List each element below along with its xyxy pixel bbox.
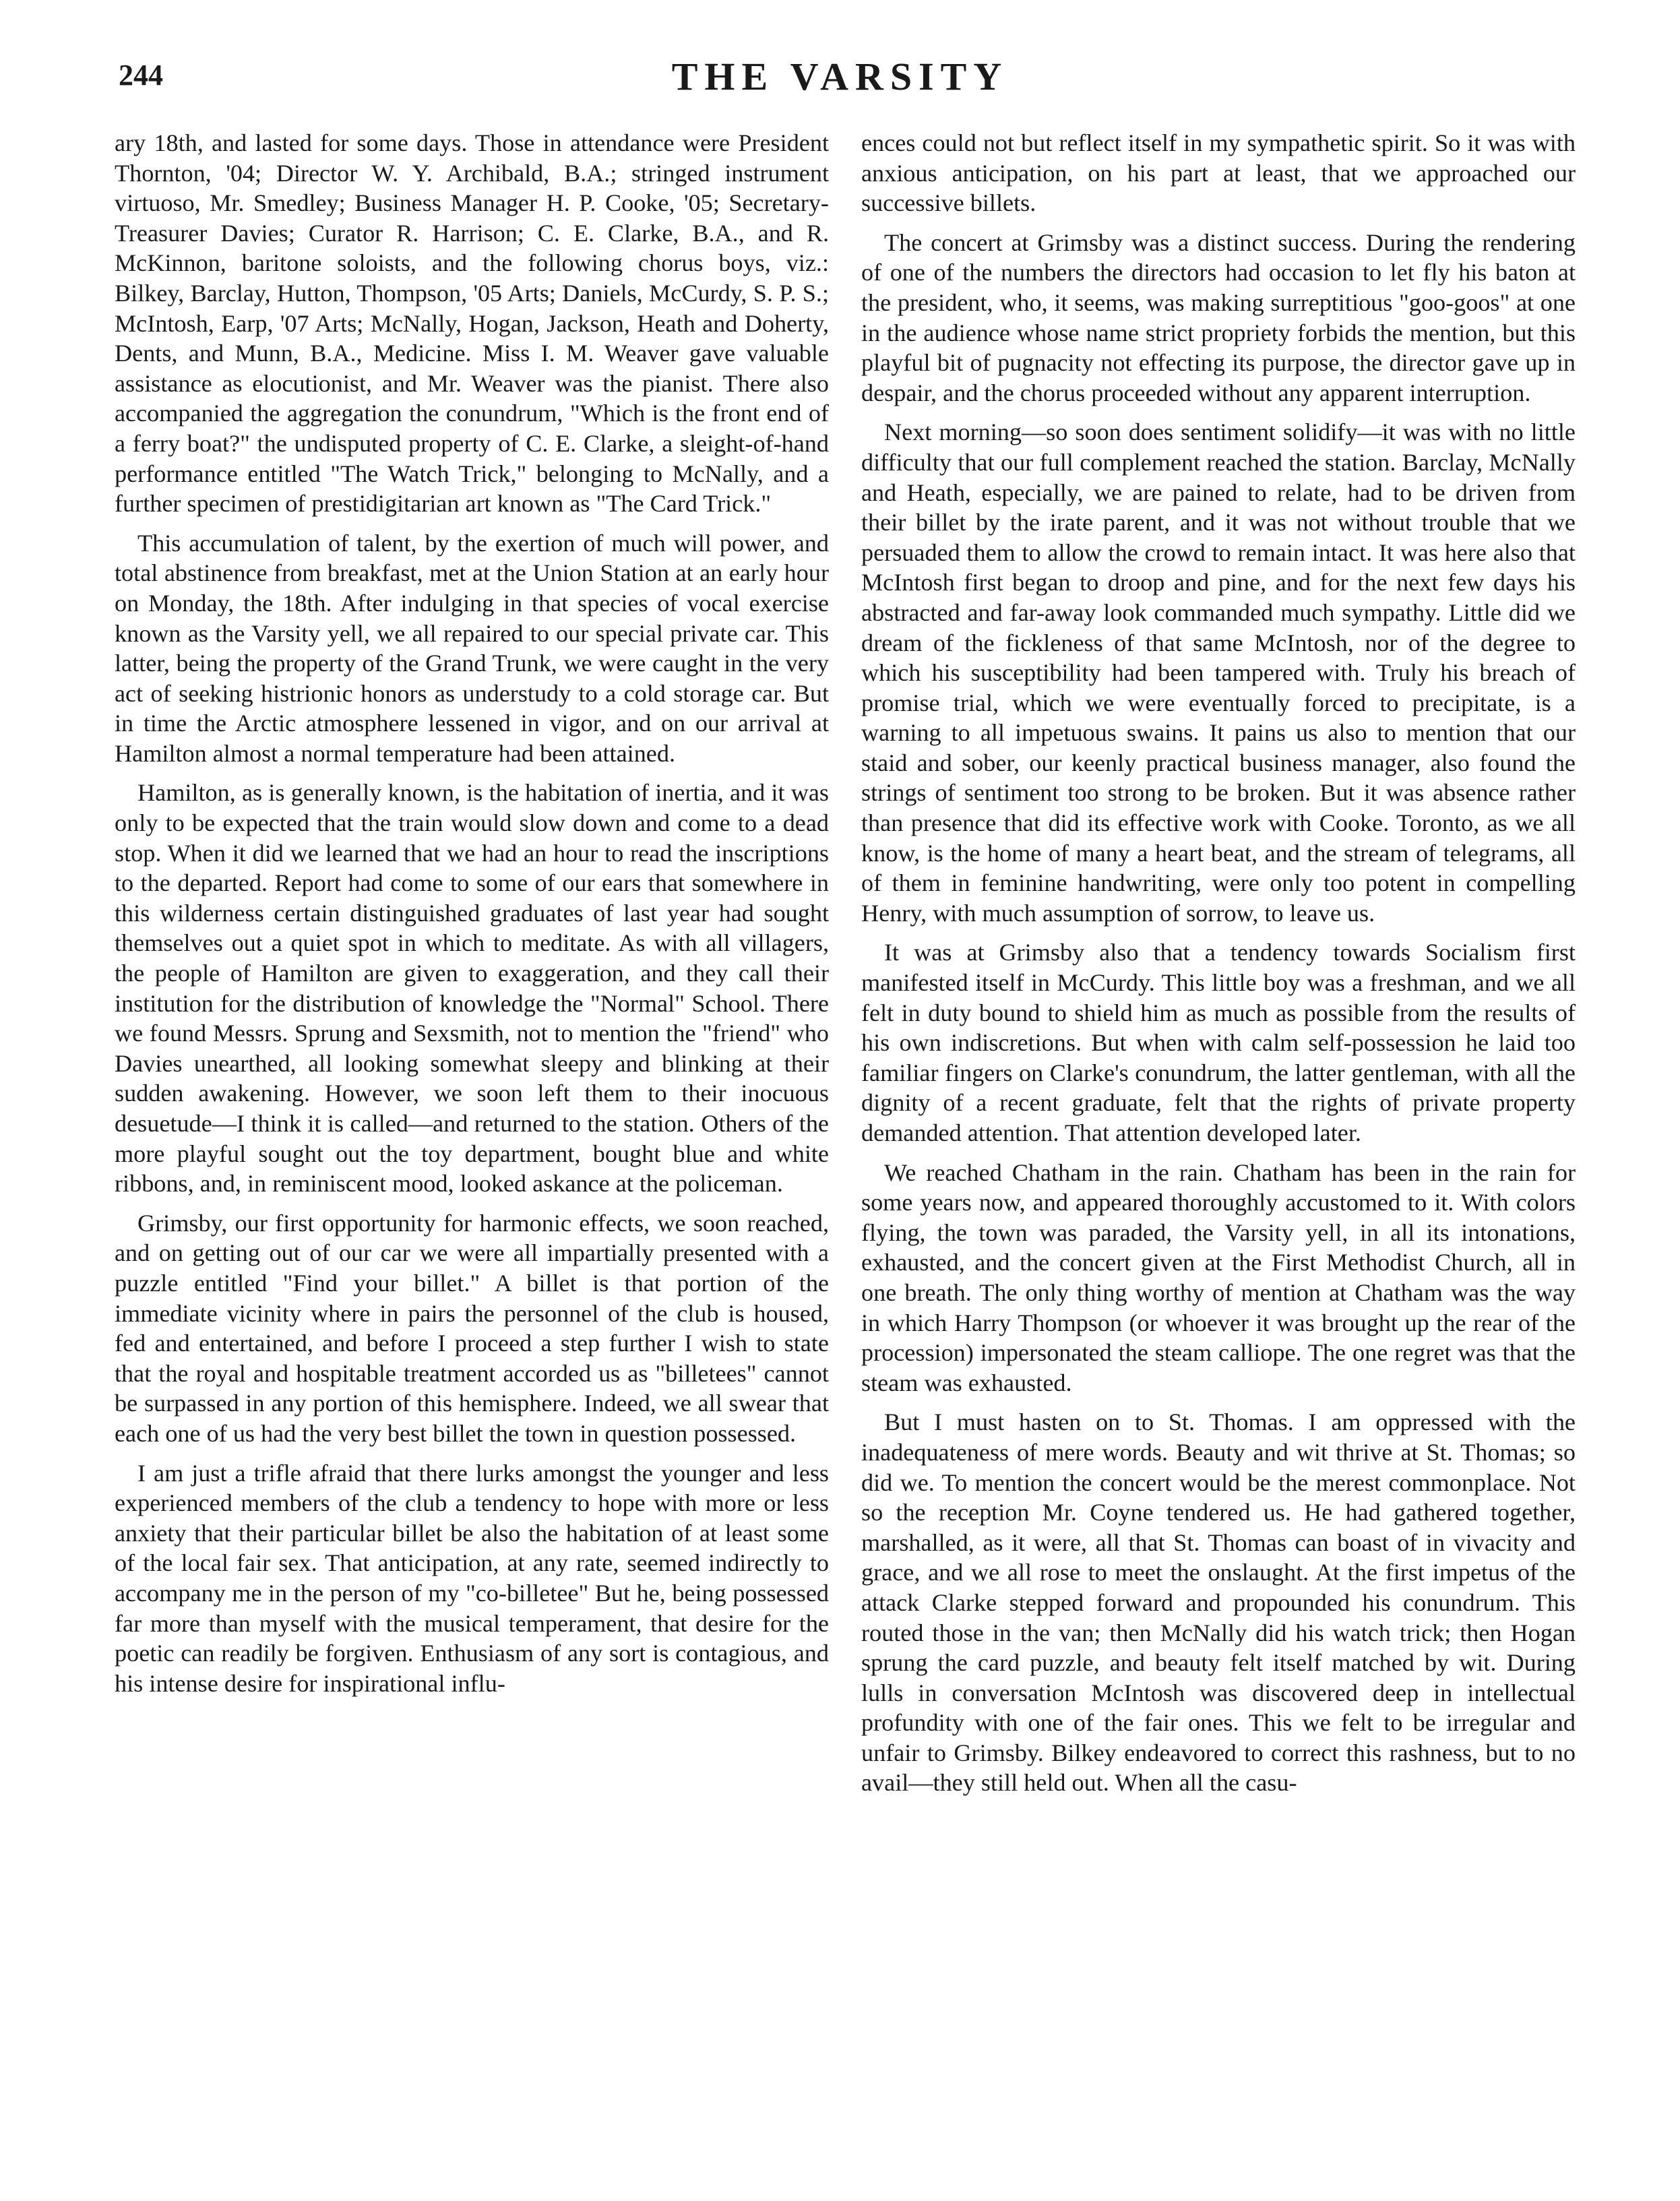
left-column [115,128,829,1708]
running-head: THE VARSITY [671,55,1009,98]
paragraph: But I must hasten on to St. Thomas. I am oppressed with the inadequateness of mere words. Beauty and wit thrive at St. Thomas; so did we. To mention the concert would be the merest commonplace. Not so the reception Mr. Coyne tendered us. He had gathered together, marshalled, as it were, all that St. Thomas can boast of in vivacity and grace, and we all rose to meet the onslaught. At the first impetus of the attack Clarke stepped forward and propounded his conundrum. This routed those in the van; then McNally did his watch trick; then Hogan sprung the card puzzle, and beauty felt itself matched by wit. During lulls in conversation McIntosh was discovered deep in intellectual profundity with one of the fair ones. This we felt to be irregular and unfair to Grimsby. Bilkey endeavored to correct this rashness, but to no avail—they still held out. When all the casu- [861,1408,1576,1797]
paragraph: We reached Chatham in the rain. Chatham has been in the rain for some years now, and appeared thoroughly accustomed to it. With colors flying, the town was paraded, the Varsity yell, in all its intonations, exhausted, and the concert given at the First Methodist Church, all in one breath. The only thing worthy of mention at Chatham was the way in which Harry Thompson (or whoever it was brought up the rear of the procession) impersonated the steam calliope. The one regret was that the steam was exhausted. [861,1158,1576,1396]
paragraph: The concert at Grimsby was a distinct success. During the rendering of one of the numbers the directors had occasion to let fly his baton at the president, who, it seems, was making surreptitious "goo-goos" at one in the audience whose name strict propriety forbids the mention, but this playful bit of pugnacity not effecting its purpose, the director gave up in despair, and the chorus proceeded without any apparent interruption. [861,228,1576,406]
paragraph: ary 18th, and lasted for some days. Those in attendance were President Thornton, '04; Director W. Y. Archibald, B.A.; stringed instrument virtuoso, Mr. Smedley; Business Manager H. P. Cooke, '05; Secretary-Treasurer Davies; Curator R. Harrison; C. E. Clarke, B.A., and R. McKinnon, baritone soloists, and the following chorus boys, viz.: Bilkey, Barclay, Hutton, Thompson, '05 Arts; Daniels, McCurdy, S. P. S.; McIntosh, Earp, '07 Arts; McNally, Hogan, Jackson, Heath and Doherty, Dents, and Munn, B.A., Medicine. Miss I. M. Weaver gave valuable assistance as elocutionist, and Mr. Weaver was the pianist. There also accompanied the aggregation the conundrum, "Which is the front end of a ferry boat?" the undisputed property of C. E. Clarke, a sleight-of-hand performance entitled "The Watch Trick," belonging to McNally, and a further specimen of prestidigitarian art known as "The Card Trick." [115,129,829,518]
paragraph: It was at Grimsby also that a tendency towards Socialism first manifested itself in McCurdy. This little boy was a freshman, and we all felt in duty bound to shield him as much as possible from the results of his own indiscretions. But when with calm self-possession he laid too familiar fingers on Clarke's conundrum, the latter gentleman, with all the dignity of a recent graduate, felt that the rights of private property demanded attention. That attention developed later. [861,939,1576,1146]
right-column [861,128,1576,1807]
paragraph: Grimsby, our first opportunity for harmonic effects, we soon reached, and on getting out of our car we were all impartially presented with a puzzle entitled "Find your billet." A billet is that portion of the immediate vicinity where in pairs the personnel of the club is housed, fed and entertained, and before I proceed a step further I wish to state that the royal and hospitable treatment accorded us as "billetees" cannot be surpassed in any portion of this hemisphere. Indeed, we all swear that each one of us had the very best billet the town in question possessed. [115,1209,829,1447]
paragraph: Hamilton, as is generally known, is the habitation of inertia, and it was only to be expected that the train would slow down and come to a dead stop. When it did we learned that we had an hour to read the inscriptions to the departed. Report had come to some of our ears that somewhere in this wilderness certain distinguished graduates of last year had sought themselves out a quiet spot in which to meditate. As with all villagers, the people of Hamilton are given to exaggeration, and they call their institution for the distribution of knowledge the "Normal" School. There we found Messrs. Sprung and Sexsmith, not to mention the "friend" who Davies unearthed, all looking somewhat sleepy and blinking at their sudden awakening. However, we soon left them to their inocuous desuetude—I think it is called—and returned to the station. Others of the more playful sought out the toy department, bought blue and white ribbons, and, in reminiscent mood, looked askance at the policeman. [115,779,829,1198]
page-number: 244 [119,59,163,92]
paragraph: This accumulation of talent, by the exertion of much will power, and total abstinence from breakfast, met at the Union Station at an early hour on Monday, the 18th. After indulging in that species of vocal exercise known as the Varsity yell, we all repaired to our special private car. This latter, being the property of the Grand Trunk, we were caught in the very act of seeking histrionic honors as understudy to a cold storage car. But in time the Arctic atmosphere lessened in vigor, and on our arrival at Hamilton almost a normal temperature had been attained. [115,529,829,767]
paragraph: I am just a trifle afraid that there lurks amongst the younger and less experienced members of the club a tendency to hope with more or less anxiety that their particular billet be also the habitation of at least some of the local fair sex. That anticipation, at any rate, seemed indirectly to accompany me in the person of my "co-billetee" But he, being possessed far more than myself with the musical temperament, that desire for the poetic can readily be forgiven. Enthusiasm of any sort is contagious, and his intense desire for inspirational influ- [115,1459,829,1697]
paragraph: ences could not but reflect itself in my sympathetic spirit. So it was with anxious anticipation, on his part at least, that we approached our successive billets. [861,129,1576,217]
paragraph: Next morning—so soon does sentiment solidify—it was with no little difficulty that our full complement reached the station. Barclay, McNally and Heath, especially, we are pained to relate, had to be driven from their billet by the irate parent, and it was not without trouble that we persuaded them to allow the crowd to remain intact. It was here also that McIntosh first began to droop and pine, and for the next few days his abstracted and far-away look commanded much sympathy. Little did we dream of the fickleness of that same McIntosh, nor of the degree to which his susceptibility had been tampered with. Truly his breach of promise trial, which we were eventually forced to precipitate, is a warning to all impetuous swains. It pains us also to mention that our staid and sober, our keenly practical business manager, also found the strings of sentiment too strong to be broken. But it was absence rather than presence that did its effective work with Cooke. Toronto, as we all know, is the home of many a heart beat, and the stream of telegrams, all of them in feminine handwriting, were only too potent in compelling Henry, with much assumption of sorrow, to leave us. [861,418,1576,927]
